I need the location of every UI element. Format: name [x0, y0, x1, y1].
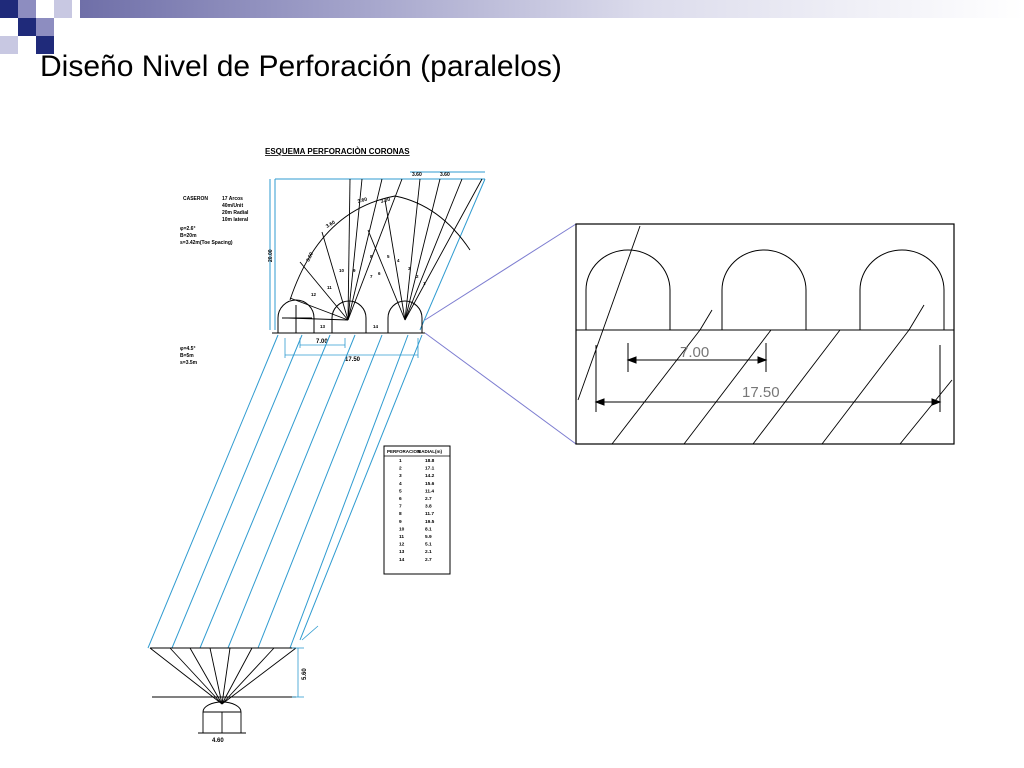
hole-4: 4: [397, 258, 400, 263]
dim-top-b: 3.60: [440, 172, 450, 178]
hole-2: 2: [416, 274, 419, 279]
table-cell-hole: 8: [399, 512, 402, 518]
table-cell-hole: 9: [399, 519, 402, 525]
table-cell-hole: 4: [399, 481, 402, 487]
hole-5: 5: [387, 254, 390, 259]
notes-mid: [180, 346, 198, 366]
zoom-dim-spacing: 7.00: [680, 344, 710, 361]
dim-height: 20.00: [268, 249, 274, 262]
note-mid-phi: φ=4.5°: [180, 346, 196, 352]
table-cell-hole: 14: [399, 557, 405, 563]
hole-13: 13: [320, 324, 326, 329]
table-cell-hole: 3: [399, 474, 402, 480]
hole-12: 12: [311, 292, 317, 297]
table-cell-hole: 13: [399, 550, 405, 556]
table-cell-hole: 6: [399, 497, 402, 502]
table-cell-radial: 5.1: [425, 542, 432, 548]
hole-7: 7: [370, 274, 373, 279]
radial-table: [384, 446, 450, 574]
scheme-title: ESQUEMA PERFORACIÒN CORONAS: [265, 147, 410, 156]
table-cell-radial: 19.5: [425, 519, 435, 525]
note-s: s=3.42m(Toe Spacing): [180, 240, 233, 246]
table-cell-radial: 11.7: [425, 512, 435, 518]
table-cell-radial: 5.9: [425, 535, 432, 540]
zoom-connectors: [425, 224, 576, 444]
upper-frame: [270, 172, 485, 330]
dim-bottom-height: 5.60: [302, 668, 308, 680]
table-cell-radial: 14.2: [425, 474, 435, 480]
note-b: B=20m: [180, 233, 197, 239]
hole-1: 1: [423, 281, 426, 286]
zoom-box: [576, 224, 954, 444]
table-cell-radial: 2.7: [425, 497, 432, 502]
dim-spacing: 7.00: [316, 339, 328, 345]
table-cell-radial: 15.6: [425, 481, 435, 487]
dim-fan-c: 3.60: [325, 219, 337, 230]
dim-width: 17.50: [345, 357, 361, 363]
table-cell-hole: 11: [399, 535, 405, 540]
dim-fan-d: 3.60: [305, 251, 315, 263]
table-cell-radial: 8.1: [425, 527, 432, 533]
slide-title: Diseño Nivel de Perforación (paralelos): [40, 50, 562, 83]
lower-dims: [292, 626, 318, 697]
hole-8: 8: [370, 254, 373, 259]
hole-14: 14: [373, 324, 379, 329]
dim-fan-a: 3.60: [356, 196, 368, 205]
note-arcos: 17 Arcos: [222, 196, 243, 202]
table-cell-radial: 11.4: [425, 489, 435, 495]
lower-fan: [150, 648, 296, 733]
note-unit: 40m/Unit: [222, 203, 244, 209]
parallel-drill-lines: [148, 335, 422, 648]
note-phi: φ=2.6°: [180, 226, 196, 232]
note-caseron: CASERON: [183, 196, 209, 202]
hole-10: 10: [339, 268, 345, 273]
note-radial: 20m Radial: [222, 210, 249, 216]
dim-bottom-width: 4.60: [212, 738, 224, 744]
table-cell-hole: 2: [399, 466, 402, 472]
hole-3: 3: [408, 266, 411, 271]
table-cell-hole: 12: [399, 542, 405, 548]
table-header-radial: RADIAL(m): [418, 449, 442, 454]
notes-top: [180, 196, 249, 246]
table-cell-hole: 5: [399, 489, 402, 495]
dims-top: [285, 338, 418, 358]
table-cell-radial: 2.7: [425, 557, 432, 563]
table-cell-radial: 18.8: [425, 459, 435, 464]
table-cell-hole: 7: [399, 504, 402, 510]
hole-6: 6: [378, 271, 381, 276]
note-mid-s: s=3.5m: [180, 360, 198, 366]
table-cell-radial: 3.8: [425, 504, 432, 510]
dim-top-a: 3.60: [412, 172, 422, 178]
note-lateral: 10m lateral: [222, 217, 249, 223]
note-mid-b: B=5m: [180, 353, 194, 359]
table-cell-radial: 17.1: [425, 466, 435, 472]
table-header-perforacion: PERFORACION: [387, 449, 421, 454]
table-cell-hole: 10: [399, 527, 405, 533]
zoom-dim-width: 17.50: [742, 384, 780, 401]
table-cell-hole: 1: [399, 459, 402, 464]
hole-11: 11: [327, 285, 332, 290]
dim-fan-b: 3.60: [379, 196, 391, 205]
hole-9: 9: [353, 268, 356, 273]
table-cell-radial: 2.1: [425, 550, 432, 556]
